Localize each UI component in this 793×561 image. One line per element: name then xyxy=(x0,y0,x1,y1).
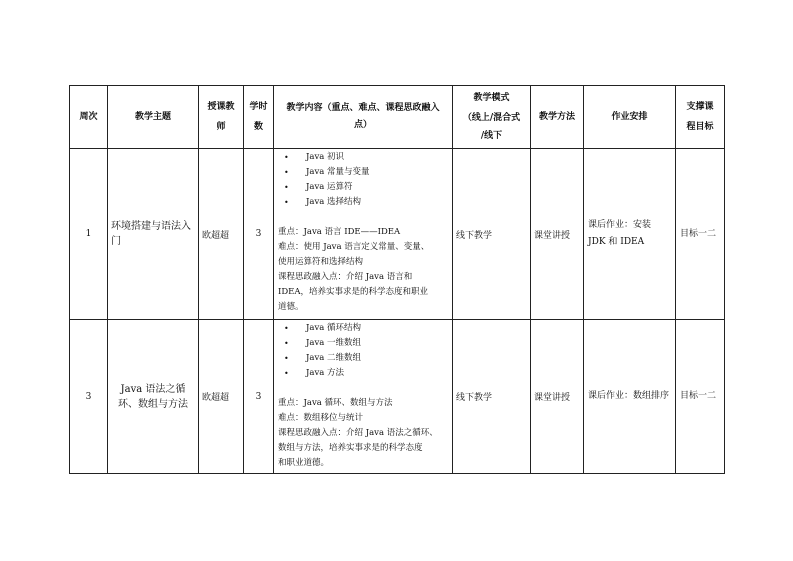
header-homework: 作业安排 xyxy=(584,86,676,149)
header-mode xyxy=(453,86,531,149)
header-content-line1: 教学内容（重点、难点、课程思政融入 xyxy=(286,103,440,113)
content-detail-line: 重点：Java 语言 IDE——IDEA xyxy=(278,227,401,237)
header-mode-line3: /线下 xyxy=(480,130,503,141)
content-detail-line: 和职业道德。 xyxy=(278,458,330,468)
content-detail-line: 道德。 xyxy=(278,302,304,312)
goal-cell: 目标一二 xyxy=(676,149,725,320)
header-week: 周次 xyxy=(70,86,108,149)
header-teacher xyxy=(199,86,244,149)
content-bullet: • Java 一维数组 xyxy=(278,336,452,351)
header-hours xyxy=(244,86,274,149)
teacher-cell: 欧超超 xyxy=(199,149,244,320)
content-detail-line: 难点：数组移位与统计 xyxy=(278,413,364,423)
content-detail-line: 重点：Java 循环、数组与方法 xyxy=(278,398,393,408)
table-row xyxy=(70,320,725,474)
header-content xyxy=(274,86,453,149)
content-detail-line: 数组与方法，培养实事求是的科学态度 xyxy=(278,443,423,453)
header-goal-line2: 程目标 xyxy=(686,121,714,132)
mode-cell: 线下教学 xyxy=(453,149,531,320)
content-cell xyxy=(274,149,453,320)
method-cell: 课堂讲授 xyxy=(531,320,584,474)
syllabus-table xyxy=(69,85,725,474)
content-bullet: • Java 初识 xyxy=(278,150,452,165)
content-detail-line: 课程思政融入点：介绍 Java 语法之循环、 xyxy=(278,428,438,438)
header-mode-line2: （线上/混合式 xyxy=(462,112,521,123)
content-bullet: • Java 循环结构 xyxy=(278,321,452,336)
topic-cell: 环境搭建与语法入门 xyxy=(108,149,199,320)
content-bullet: • Java 选择结构 xyxy=(278,195,452,210)
table-row xyxy=(70,149,725,320)
hours-cell: 3 xyxy=(244,149,274,320)
content-bullet: • Java 方法 xyxy=(278,366,452,381)
teacher-cell: 欧超超 xyxy=(199,320,244,474)
mode-cell: 线下教学 xyxy=(453,320,531,474)
topic-cell: Java 语法之循环、数组与方法 xyxy=(108,320,199,474)
content-detail-line: 课程思政融入点：介绍 Java 语言和 xyxy=(278,272,413,282)
header-goal xyxy=(676,86,725,149)
week-cell: 3 xyxy=(70,320,108,474)
header-teacher-line2: 师 xyxy=(216,121,226,132)
week-cell: 1 xyxy=(70,149,108,320)
content-bullet: • Java 常量与变量 xyxy=(278,165,452,180)
content-cell xyxy=(274,320,453,474)
content-bullet-list xyxy=(278,321,452,381)
content-bullet-list xyxy=(278,150,452,210)
content-bullet: • Java 运算符 xyxy=(278,180,452,195)
hours-cell: 3 xyxy=(244,320,274,474)
header-content-line2: 点） xyxy=(353,120,372,130)
content-detail-line: 使用运算符和选择结构 xyxy=(278,257,364,267)
header-hours-line1: 学时 xyxy=(249,101,268,112)
content-detail-line: IDEA，培养实事求是的科学态度和职业 xyxy=(278,287,429,297)
header-mode-line1: 教学模式 xyxy=(473,92,510,103)
homework-cell: 课后作业：安装 JDK 和 IDEA xyxy=(584,149,676,320)
header-goal-line1: 支撑课 xyxy=(686,101,714,112)
goal-cell: 目标一二 xyxy=(676,320,725,474)
header-method: 教学方法 xyxy=(531,86,584,149)
header-teacher-line1: 授课教 xyxy=(207,101,235,112)
header-topic: 教学主题 xyxy=(108,86,199,149)
homework-cell: 课后作业：数组排序 xyxy=(584,320,676,474)
table-header-row xyxy=(70,86,725,149)
method-cell: 课堂讲授 xyxy=(531,149,584,320)
content-detail-line: 难点：使用 Java 语言定义常量、变量、 xyxy=(278,242,430,252)
content-bullet: • Java 二维数组 xyxy=(278,351,452,366)
header-hours-line2: 数 xyxy=(253,121,263,132)
